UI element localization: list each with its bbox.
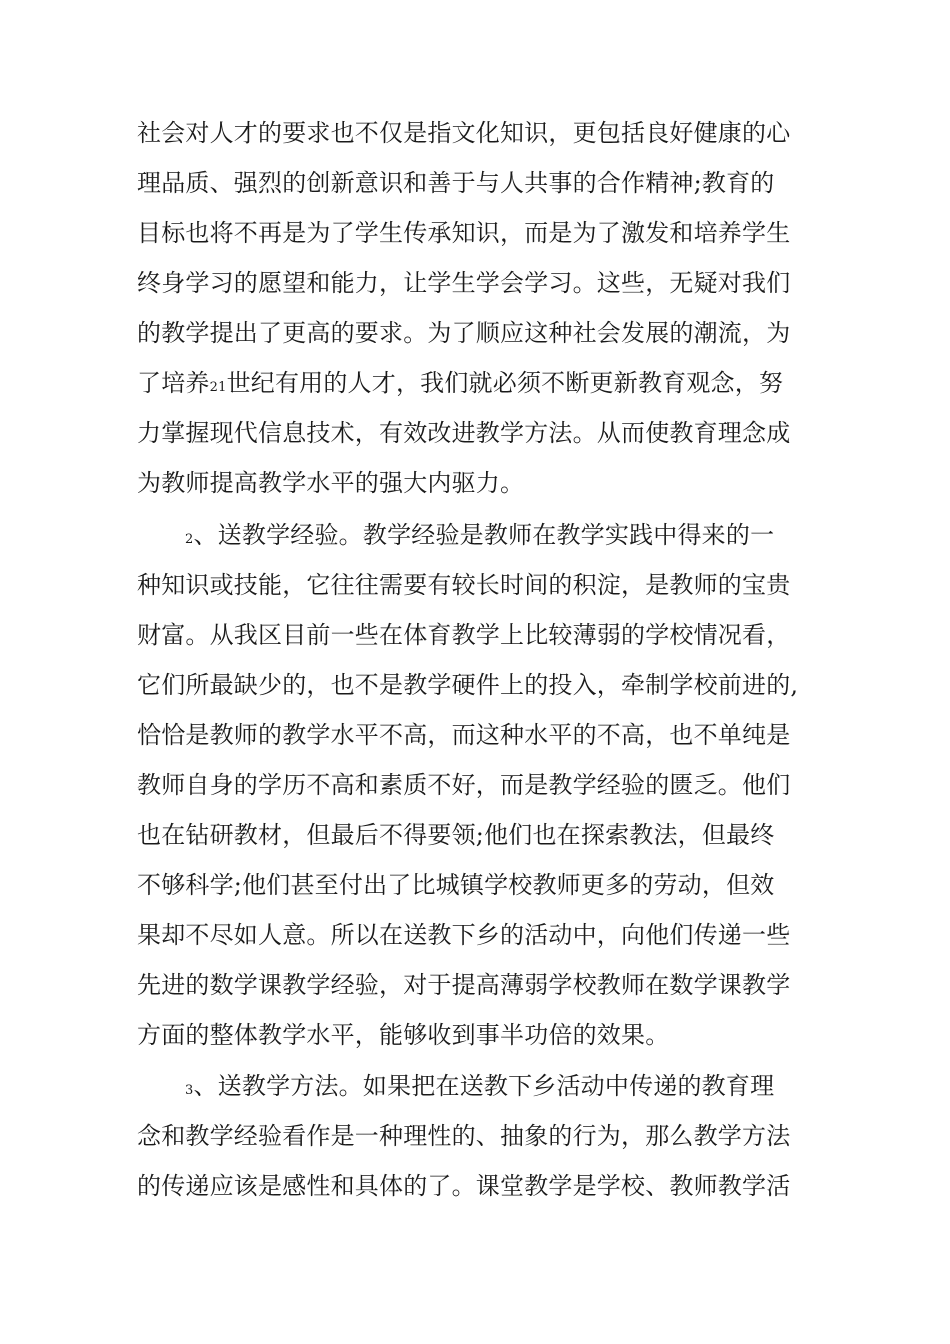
text-line-13: 恰恰是教师的教学水平不高，而这种水平的不高，也不单纯是 [137,721,791,749]
text-line-12: 它们所最缺少的，也不是教学硬件上的投入，牵制学校前进的, [137,671,799,699]
text-line-10: 种知识或技能，它往往需要有较长时间的积淀，是教师的宝贵 [137,571,791,599]
text-segment: 了培养 [137,369,210,397]
text-line-3: 目标也将不再是为了学生传承知识，而是为了激发和培养学生 [137,219,791,247]
text-segment: 、送教学方法。如果把在送教下乡活动中传递的教育理 [193,1072,775,1100]
text-segment: 世纪有用的人才，我们就必须不断更新教育观念，努 [226,369,784,397]
text-line-11: 财富。从我区目前一些在体育教学上比较薄弱的学校情况看， [137,621,791,649]
text-line-22: 的传递应该是感性和具体的了。课堂教学是学校、教师教学活 [137,1172,791,1200]
text-line-14: 教师自身的学历不高和素质不好，而是教学经验的匮乏。他们 [137,771,791,799]
text-line-19: 方面的整体教学水平，能够收到事半功倍的效果。 [137,1021,670,1049]
text-line-6 [137,363,783,403]
text-segment: 、送教学经验。教学经验是教师在教学实践中得来的一 [193,521,775,549]
item-number: 3 [185,1083,194,1098]
text-line-18: 先进的数学课教学经验，对于提高薄弱学校教师在数学课教学 [137,971,791,999]
item-number: 2 [185,532,194,547]
text-line-16: 不够科学;他们甚至付出了比城镇学校教师更多的劳动，但效 [137,871,775,899]
text-line-21: 念和教学经验看作是一种理性的、抽象的行为，那么教学方法 [137,1122,791,1150]
text-line-2: 理品质、强烈的创新意识和善于与人共事的合作精神;教育的 [137,169,775,197]
text-line-7: 力掌握现代信息技术，有效改进教学方法。从而使教育理念成 [137,419,791,447]
text-line-4: 终身学习的愿望和能力，让学生学会学习。这些，无疑对我们 [137,269,791,297]
text-line-5: 的教学提出了更高的要求。为了顺应这种社会发展的潮流，为 [137,319,791,347]
paragraph-3-start [185,1066,774,1106]
text-line-1: 社会对人才的要求也不仅是指文化知识，更包括良好健康的心 [137,119,791,147]
text-line-17: 果却不尽如人意。所以在送教下乡的活动中，向他们传递一些 [137,921,791,949]
text-line-8: 为教师提高教学水平的强大内驱力。 [137,469,525,497]
text-line-15: 也在钻研教材，但最后不得要领;他们也在探索教法，但最终 [137,821,775,849]
century-number: 21 [209,380,227,395]
paragraph-2-start [185,515,774,555]
